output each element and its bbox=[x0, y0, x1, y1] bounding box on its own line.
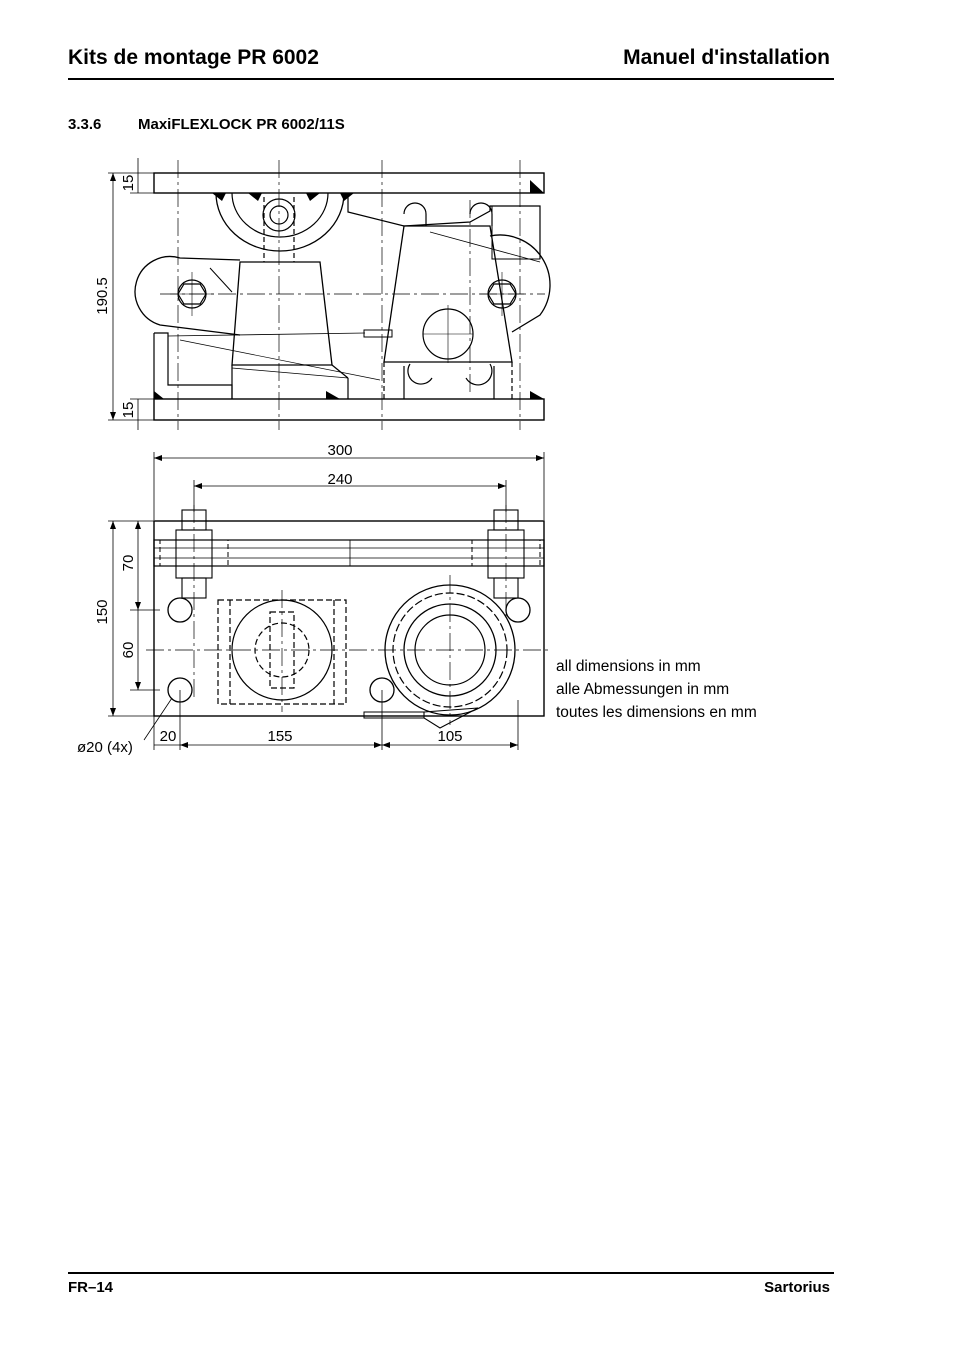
brand-name: Sartorius bbox=[764, 1279, 830, 1296]
section-number: 3.3.6 bbox=[68, 116, 102, 133]
note-line: all dimensions in mm bbox=[556, 658, 701, 675]
dim-total-depth: 150 bbox=[94, 599, 111, 625]
header-title-right: Manuel d'installation bbox=[623, 46, 830, 69]
bottom-plate bbox=[154, 399, 544, 420]
dim-edge-offset: 20 bbox=[159, 728, 177, 745]
dimension-notes bbox=[556, 655, 757, 724]
dim-total-height: 190.5 bbox=[94, 277, 111, 315]
top-view bbox=[108, 452, 550, 750]
note-line: alle Abmessungen in mm bbox=[556, 681, 730, 698]
dim-center-b: 105 bbox=[437, 728, 463, 745]
dim-upper-depth: 70 bbox=[120, 554, 137, 572]
mounting-hole bbox=[506, 598, 530, 622]
dim-center-a: 155 bbox=[267, 728, 293, 745]
side-view bbox=[108, 158, 550, 430]
hole-label: ø20 (4x) bbox=[77, 739, 133, 756]
page-number: FR–14 bbox=[68, 1279, 114, 1296]
section-title: MaxiFLEXLOCK PR 6002/11S bbox=[138, 116, 345, 133]
mounting-hole bbox=[168, 598, 192, 622]
dim-hole-spacing: 240 bbox=[327, 471, 353, 488]
footer-rule bbox=[68, 1272, 834, 1274]
note-line: toutes les dimensions en mm bbox=[556, 704, 757, 721]
dim-bottom-plate: 15 bbox=[120, 401, 137, 419]
top-plate bbox=[154, 173, 544, 193]
dim-top-plate: 15 bbox=[120, 174, 137, 192]
dim-lower-depth: 60 bbox=[120, 641, 137, 659]
header-title-left: Kits de montage PR 6002 bbox=[68, 46, 319, 69]
dim-overall-width: 300 bbox=[327, 442, 353, 459]
